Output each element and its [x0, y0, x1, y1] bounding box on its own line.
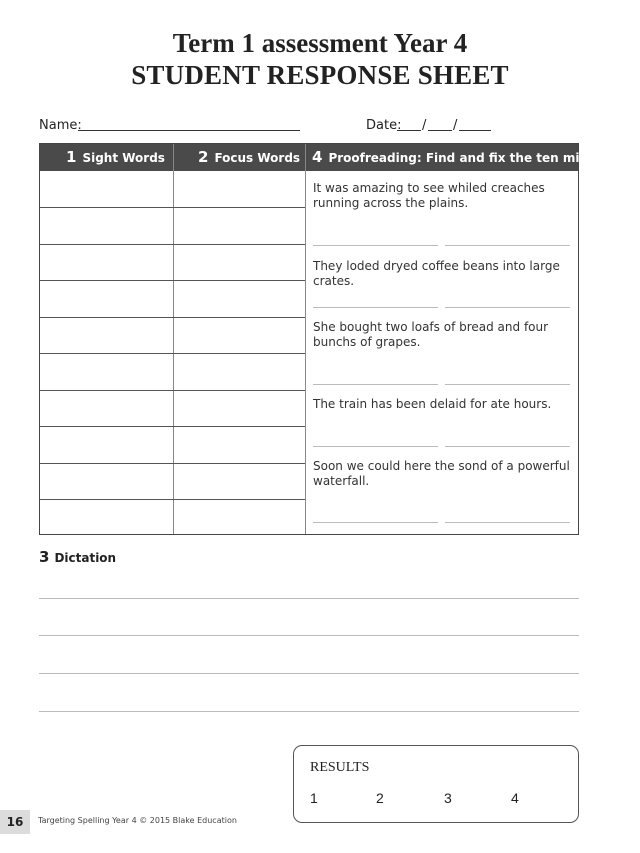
word-row-line	[40, 317, 305, 318]
column-divider	[173, 144, 174, 534]
answer-line[interactable]	[445, 522, 570, 523]
answer-line[interactable]	[445, 446, 570, 447]
sight-words-header: 1 Sight Words	[66, 148, 165, 166]
answer-line[interactable]	[445, 307, 570, 308]
date-day-line[interactable]	[397, 130, 421, 131]
date-month-line[interactable]	[428, 130, 452, 131]
proofreading-sentence: They loded dryed coffee beans into large crates.	[313, 259, 560, 288]
results-box	[293, 745, 579, 823]
word-row-line	[40, 244, 305, 245]
table-header	[40, 144, 628, 171]
score-option[interactable]: 3	[444, 790, 452, 806]
proofreading-sentence: She bought two loafs of bread and four bunchs of grapes.	[313, 320, 549, 349]
answer-line[interactable]	[313, 522, 438, 523]
footer-credit: Targeting Spelling Year 4 © 2015 Blake Education	[38, 816, 237, 825]
column-divider	[305, 144, 306, 534]
answer-line[interactable]	[313, 307, 438, 308]
word-row-line	[40, 499, 305, 500]
word-row-line	[40, 353, 305, 354]
focus-words-header: 2 Focus Words	[198, 148, 301, 166]
date-separator: /	[453, 118, 458, 133]
response-table	[39, 143, 628, 535]
word-row-line	[40, 280, 305, 281]
date-year-line[interactable]	[459, 130, 491, 131]
answer-line[interactable]	[313, 446, 438, 447]
score-option[interactable]: 4	[511, 790, 519, 806]
page-subtitle: STUDENT RESPONSE SHEET	[131, 60, 509, 90]
answer-line[interactable]	[445, 245, 570, 246]
dictation-heading: 3 Dictation	[39, 548, 117, 566]
page-number: 16	[0, 810, 30, 834]
word-row-line	[40, 390, 305, 391]
word-row-line	[40, 426, 305, 427]
date-label: Date:	[366, 118, 402, 133]
word-row-line	[40, 463, 305, 464]
dictation-line[interactable]	[39, 673, 579, 674]
answer-line[interactable]	[445, 384, 570, 385]
page-title: Term 1 assessment Year 4	[172, 28, 468, 58]
answer-line[interactable]	[313, 384, 438, 385]
date-separator: /	[422, 118, 427, 133]
proofreading-header: 4 Proofreading: Find and fix the ten mistakes.	[312, 148, 628, 166]
word-row-line	[40, 207, 305, 208]
results-title: RESULTS	[310, 760, 370, 775]
dictation-line[interactable]	[39, 711, 579, 712]
name-label: Name:	[39, 118, 82, 133]
proofreading-sentence: The train has been delaid for ate hours.	[313, 397, 552, 411]
name-field-line[interactable]	[78, 130, 300, 131]
score-option[interactable]: 1	[310, 790, 318, 806]
proofreading-sentence: Soon we could here the sond of a powerful waterfall.	[313, 459, 570, 488]
dictation-line[interactable]	[39, 635, 579, 636]
score-option[interactable]: 2	[376, 790, 384, 806]
dictation-line[interactable]	[39, 598, 579, 599]
answer-line[interactable]	[313, 245, 438, 246]
proofreading-sentence: It was amazing to see whiled creaches running across the plains.	[313, 181, 545, 210]
